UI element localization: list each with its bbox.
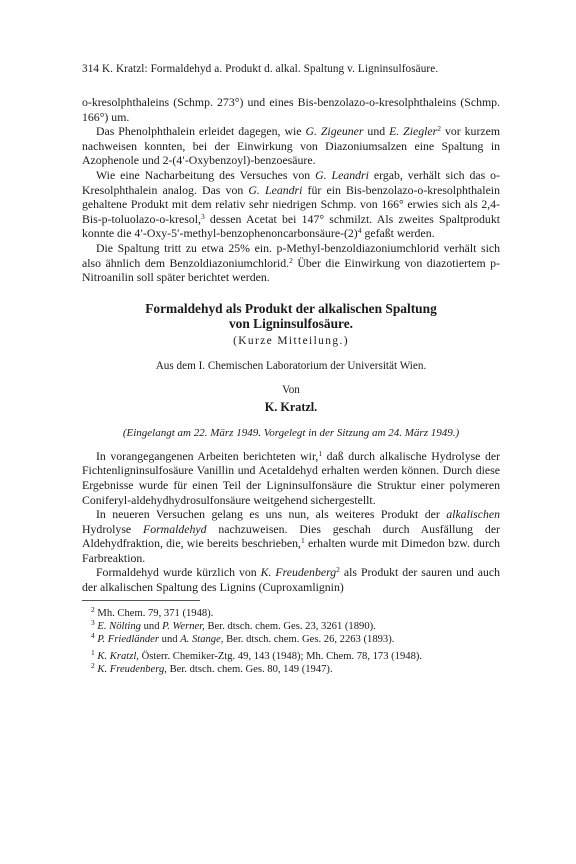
footnote: $^4$ P. Friedländer und A. Stange, Ber. dtsch. chem. Ges. 26, 2263 (1893).	[91, 631, 395, 646]
author-name: G. Zigeuner	[305, 124, 364, 139]
running-head: 314 K. Kratzl: Formaldehyd a. Produkt d. alkal. Spaltung v. Ligninsulfosäure.	[82, 63, 439, 75]
author-name: E. Ziegler	[389, 124, 438, 139]
paragraph: Wie eine Nacharbeitung des Versuches von G. Leandri ergab, verhält sich das o-Kresolphthalein analog. Das von G. Leandri für ein Bis-benzolazo-o-kresolphthalein gehaltene Produkt mit dem relativ sehr niedrigen Schmp. von 166° erwies sich als 2,4-Bis-p-toluolazo-o-kresol,$^3$ dessen Acetat bei 147° schmilzt. Als zweites Spaltprodukt konnte die $4'-Oxy-5'-methyl-benzophenoncarbonsäure-(2)^4$ gefaßt werden.	[82, 167, 500, 241]
footnote-ref: 4	[357, 226, 362, 236]
footnote-ref: 2	[437, 124, 442, 134]
footnote-divider	[82, 600, 200, 601]
footnote: $^2$ Mh. Chem. 79, 371 (1948).	[91, 604, 214, 619]
article-title: Formaldehyd als Produkt der alkalischen Spaltung von Ligninsulfosäure.	[145, 300, 437, 332]
author-name: G. Leandri	[248, 182, 303, 197]
footnote-ref: 3	[200, 211, 205, 221]
footnote-ref: 1	[301, 536, 305, 546]
footnote: $^1$ K. Kratzl, Österr. Chemiker-Ztg. 49, 143 (1948); Mh. Chem. 78, 173 (1948).	[91, 648, 423, 663]
footnote-ref: 2	[336, 565, 340, 575]
paragraph: Die Spaltung tritt zu etwa 25% ein. p-Methyl-benzoldiazoniumchlorid verhält sich also ähnlich dem Benzoldiazoniumchlorid.$^2$ Über die Einwirkung von diazotiertem p-Nitroanilin soll später berichtet werden.	[82, 240, 500, 285]
institution: Aus dem I. Chemischen Laboratorium der Universität Wien.	[155, 359, 427, 372]
page	[82, 62, 500, 677]
footnote-ref: 1	[318, 448, 323, 458]
footnote-ref: 2	[289, 255, 293, 265]
paragraph: In neueren Versuchen gelang es uns nun, als weiteres Produkt der alkalischen Hydrolyse Formaldehyd nachzuweisen. Dies geschah durch Ausfällung der Aldehydfraktion, die, wie bereits beschrieben,$^1$ erhalten wurde mit Dimedon bzw. durch Farbreaktion.	[82, 507, 501, 565]
paragraph: Das Phenolphthalein erleidet dagegen, wie G. Zigeuner und E. Ziegler$^2$ vor kurzem nachweisen konnten, bei der Einwirkung von Diazoniumsalzen eine Spaltung in Azophenole und 2-(4′-Oxybenzoyl)-benzoesäure.	[82, 124, 501, 168]
received-date: (Eingelangt am 22. März 1949. Vorgelegt in der Sitzung am 24. März 1949.)	[122, 426, 460, 439]
previous-article-text	[82, 95, 500, 285]
author: K. Kratzl.	[264, 399, 318, 414]
emphasis: Formaldehyd	[142, 521, 207, 536]
footnote: $^2$ K. Freudenberg, Ber. dtsch. chem. Ges. 80, 149 (1947).	[91, 661, 333, 676]
von-label: Von	[282, 383, 300, 396]
paragraph: Formaldehyd wurde kürzlich von K. Freudenberg$^2$ als Produkt der sauren und auch der alkalischen Spaltung des Lignins (Cuproxamlignin)	[82, 565, 501, 595]
article-body	[82, 449, 500, 595]
footnotes	[82, 604, 500, 677]
article-subtitle: (Kurze Mitteilung.)	[233, 334, 349, 347]
author-name: K. Freudenberg	[260, 565, 337, 580]
footnote: $^3$ E. Nölting und P. Werner, Ber. dtsch. chem. Ges. 23, 3261 (1890).	[91, 617, 376, 632]
author-name: G. Leandri	[315, 167, 369, 182]
emphasis: alkalischen	[446, 507, 500, 522]
paragraph: In vorangegangenen Arbeiten berichteten wir,$^1$ daß durch alkalische Hydrolyse der Fichtenligninsulfosäure Vanillin und Acetaldehyd erhalten werden können. Durch diese Ergebnisse wurde für einen Teil der Ligninsulfonsäure die Struktur einer polymeren Coniferyl-aldehydhydrosulfonsäure weitgehend sichergestellt.	[82, 448, 501, 507]
paragraph: o-kresolphthaleins (Schmp. 273°) und eines Bis-benzolazo-o-kresolphthaleins (Schmp. 166°) um.	[82, 95, 500, 124]
